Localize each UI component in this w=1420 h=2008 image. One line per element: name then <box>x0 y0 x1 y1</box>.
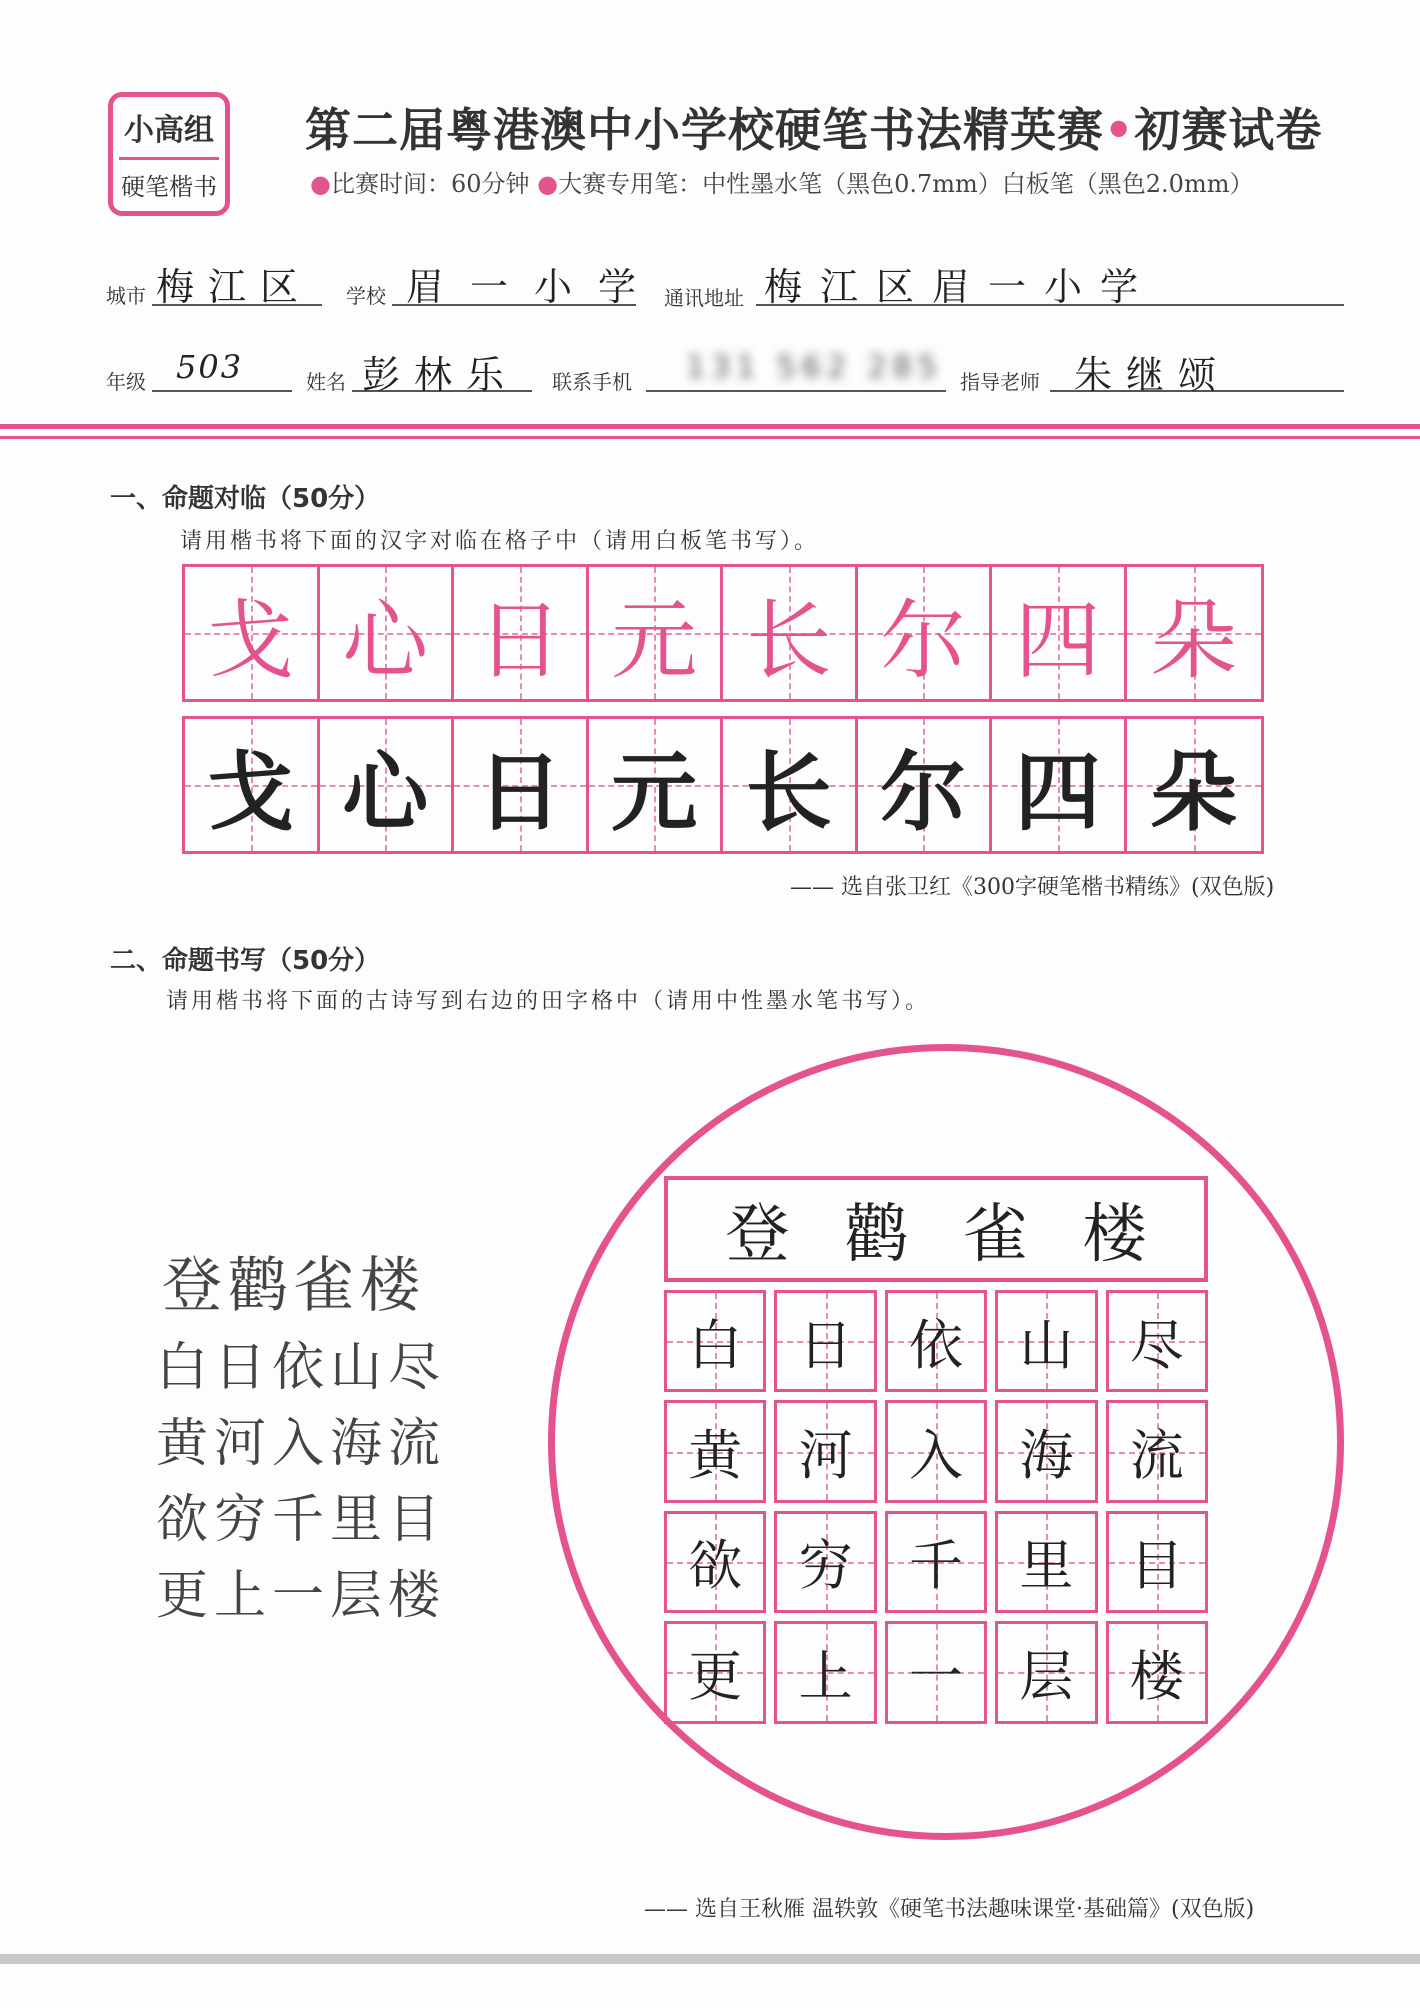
title-main: 第二届粤港澳中小学校硬笔书法精英赛 <box>305 103 1104 157</box>
poem-grid-cell <box>774 1511 876 1613</box>
poem-grid-cell <box>664 1400 766 1502</box>
written-grid <box>182 716 1264 854</box>
written-cell <box>320 719 455 851</box>
poem-grid-cell <box>664 1511 766 1613</box>
exam-info <box>310 164 1253 199</box>
poem-grid-cell <box>885 1621 987 1723</box>
school-value: 眉一小学 <box>406 265 663 309</box>
poem-grid-cell <box>1106 1290 1208 1392</box>
poem-grid-cell <box>664 1290 766 1392</box>
exam-time: 比赛时间：60分钟 <box>330 170 530 198</box>
written-char: 元 <box>611 743 698 843</box>
poem-line: 更上一层楼 <box>156 1566 447 1626</box>
written-title-char: 楼 <box>1082 1198 1147 1272</box>
phone-field[interactable] <box>646 344 946 392</box>
poem-grid-char: 目 <box>1129 1534 1184 1598</box>
model-char: 心 <box>342 591 429 691</box>
written-char: 戈 <box>207 743 294 843</box>
section2-title: 二、命题书写（50分） <box>110 946 381 976</box>
name-value: 彭林乐 <box>362 353 519 397</box>
written-char: 日 <box>476 743 563 843</box>
badge-category-label: 硬笔楷书 <box>121 173 217 201</box>
poem-grid-char: 河 <box>798 1424 853 1488</box>
name-label: 姓名 <box>306 370 346 394</box>
poem-grid-cell <box>1106 1400 1208 1502</box>
model-char: 元 <box>611 591 698 691</box>
written-cell <box>992 719 1127 851</box>
teacher-field[interactable] <box>1050 344 1344 397</box>
written-poem-grid <box>664 1286 1208 1722</box>
section1-title: 一、命题对临（50分） <box>110 484 381 514</box>
poem-grid-cell <box>995 1400 1097 1502</box>
badge-group-label: 小高组 <box>124 113 214 148</box>
section1-source: —— 选自张卫红《300字硬笔楷书精练》(双色版) <box>790 875 1275 900</box>
poem-grid-cell <box>774 1621 876 1723</box>
grade-field[interactable] <box>152 344 292 392</box>
written-char: 四 <box>1014 743 1101 843</box>
address-value: 梅江区眉一小学 <box>764 265 1157 309</box>
address-field[interactable] <box>756 254 1344 309</box>
bullet-icon: ● <box>537 170 559 198</box>
poem-grid-char: 入 <box>908 1424 963 1488</box>
poem-grid-char: 千 <box>908 1534 963 1598</box>
poem-grid-char: 穷 <box>798 1534 853 1598</box>
section2-desc: 请用楷书将下面的古诗写到右边的田字格中（请用中性墨水笔书写）。 <box>166 989 931 1014</box>
poem-grid-char: 白 <box>688 1313 743 1377</box>
title-dot: • <box>1104 103 1135 157</box>
model-char: 戈 <box>207 591 294 691</box>
page-title <box>305 94 1322 160</box>
header-divider <box>0 424 1420 429</box>
model-char: 长 <box>745 591 832 691</box>
badge-divider <box>119 157 219 160</box>
poem-grid-cell <box>995 1621 1097 1723</box>
poem-grid-char: 日 <box>798 1313 853 1377</box>
poem-line: 白日依山尽 <box>156 1338 447 1398</box>
poem-grid-cell <box>885 1290 987 1392</box>
school-label: 学校 <box>346 284 386 308</box>
phone-label: 联系手机 <box>552 370 632 394</box>
poem-grid-cell <box>885 1400 987 1502</box>
group-badge <box>108 92 230 216</box>
poem-grid-cell <box>1106 1621 1208 1723</box>
exam-pen: 大赛专用笔：中性墨水笔（黑色0.7mm）白板笔（黑色2.0mm） <box>558 170 1254 198</box>
poem-title: 登鹳雀楼 <box>162 1251 426 1321</box>
poem-grid-char: 一 <box>908 1644 963 1708</box>
poem-grid-char: 流 <box>1129 1424 1184 1488</box>
model-cell <box>589 567 724 699</box>
poem-grid-cell <box>774 1290 876 1392</box>
model-cell <box>992 567 1127 699</box>
poem-grid-cell <box>664 1621 766 1723</box>
poem-grid-cell <box>1106 1511 1208 1613</box>
school-field[interactable] <box>392 254 663 309</box>
name-field[interactable] <box>352 344 532 397</box>
written-cell <box>185 719 320 851</box>
poem-grid-char: 尽 <box>1129 1313 1184 1377</box>
poem-grid-char: 依 <box>908 1313 963 1377</box>
poem-grid-char: 海 <box>1019 1424 1074 1488</box>
poem-grid-char: 层 <box>1019 1644 1074 1708</box>
written-title-box <box>664 1176 1208 1282</box>
poem-text <box>156 1330 446 1634</box>
header-divider-thin <box>0 436 1420 439</box>
poem-grid-char: 欲 <box>688 1534 743 1598</box>
written-cell <box>1127 719 1262 851</box>
poem-grid-char: 里 <box>1019 1534 1074 1598</box>
written-title-char: 登 <box>725 1198 790 1272</box>
written-char: 尔 <box>880 743 967 843</box>
written-cell <box>454 719 589 851</box>
written-cell <box>723 719 858 851</box>
poem-grid-char: 山 <box>1019 1313 1074 1377</box>
poem-grid-char: 更 <box>688 1644 743 1708</box>
teacher-value: 朱继颂 <box>1074 353 1231 397</box>
model-char: 日 <box>476 591 563 691</box>
poem-grid-char: 黄 <box>688 1424 743 1488</box>
poem-grid-char: 楼 <box>1129 1644 1184 1708</box>
address-label: 通讯地址 <box>664 286 744 310</box>
poem-line: 黄河入海流 <box>156 1414 447 1474</box>
grade-value: 503 <box>176 348 244 386</box>
poem-grid-char: 上 <box>798 1644 853 1708</box>
model-char: 四 <box>1014 591 1101 691</box>
written-char: 长 <box>745 743 832 843</box>
model-cell <box>1127 567 1262 699</box>
written-cell <box>858 719 993 851</box>
city-value: 梅江区 <box>156 265 313 309</box>
model-cell <box>185 567 320 699</box>
model-grid <box>182 564 1264 702</box>
model-cell <box>320 567 455 699</box>
model-char: 尔 <box>880 591 967 691</box>
phone-value-redacted: 131 562 285 <box>686 350 943 385</box>
written-cell <box>589 719 724 851</box>
model-cell <box>454 567 589 699</box>
poem-grid-cell <box>995 1511 1097 1613</box>
poem-grid-cell <box>885 1511 987 1613</box>
written-char: 心 <box>342 743 429 843</box>
grade-label: 年级 <box>106 370 146 394</box>
bullet-icon: ● <box>310 170 331 198</box>
teacher-label: 指导老师 <box>960 370 1040 394</box>
model-cell <box>858 567 993 699</box>
footer-bar <box>0 1954 1420 1964</box>
city-label: 城市 <box>106 284 146 308</box>
city-field[interactable] <box>152 254 322 309</box>
section1-desc: 请用楷书将下面的汉字对临在格子中（请用白板笔书写）。 <box>180 529 820 554</box>
written-title-char: 雀 <box>963 1198 1028 1272</box>
poem-grid-cell <box>774 1400 876 1502</box>
poem-grid-cell <box>995 1290 1097 1392</box>
title-end: 初赛试卷 <box>1134 103 1323 157</box>
poem-line: 欲穷千里目 <box>156 1490 447 1550</box>
model-cell <box>723 567 858 699</box>
section2-source: —— 选自王秋雁 温轶敦《硬笔书法趣味课堂·基础篇》(双色版) <box>644 1897 1255 1922</box>
model-char: 朵 <box>1150 591 1237 691</box>
written-char: 朵 <box>1150 743 1237 843</box>
written-title-char: 鹳 <box>844 1198 909 1272</box>
